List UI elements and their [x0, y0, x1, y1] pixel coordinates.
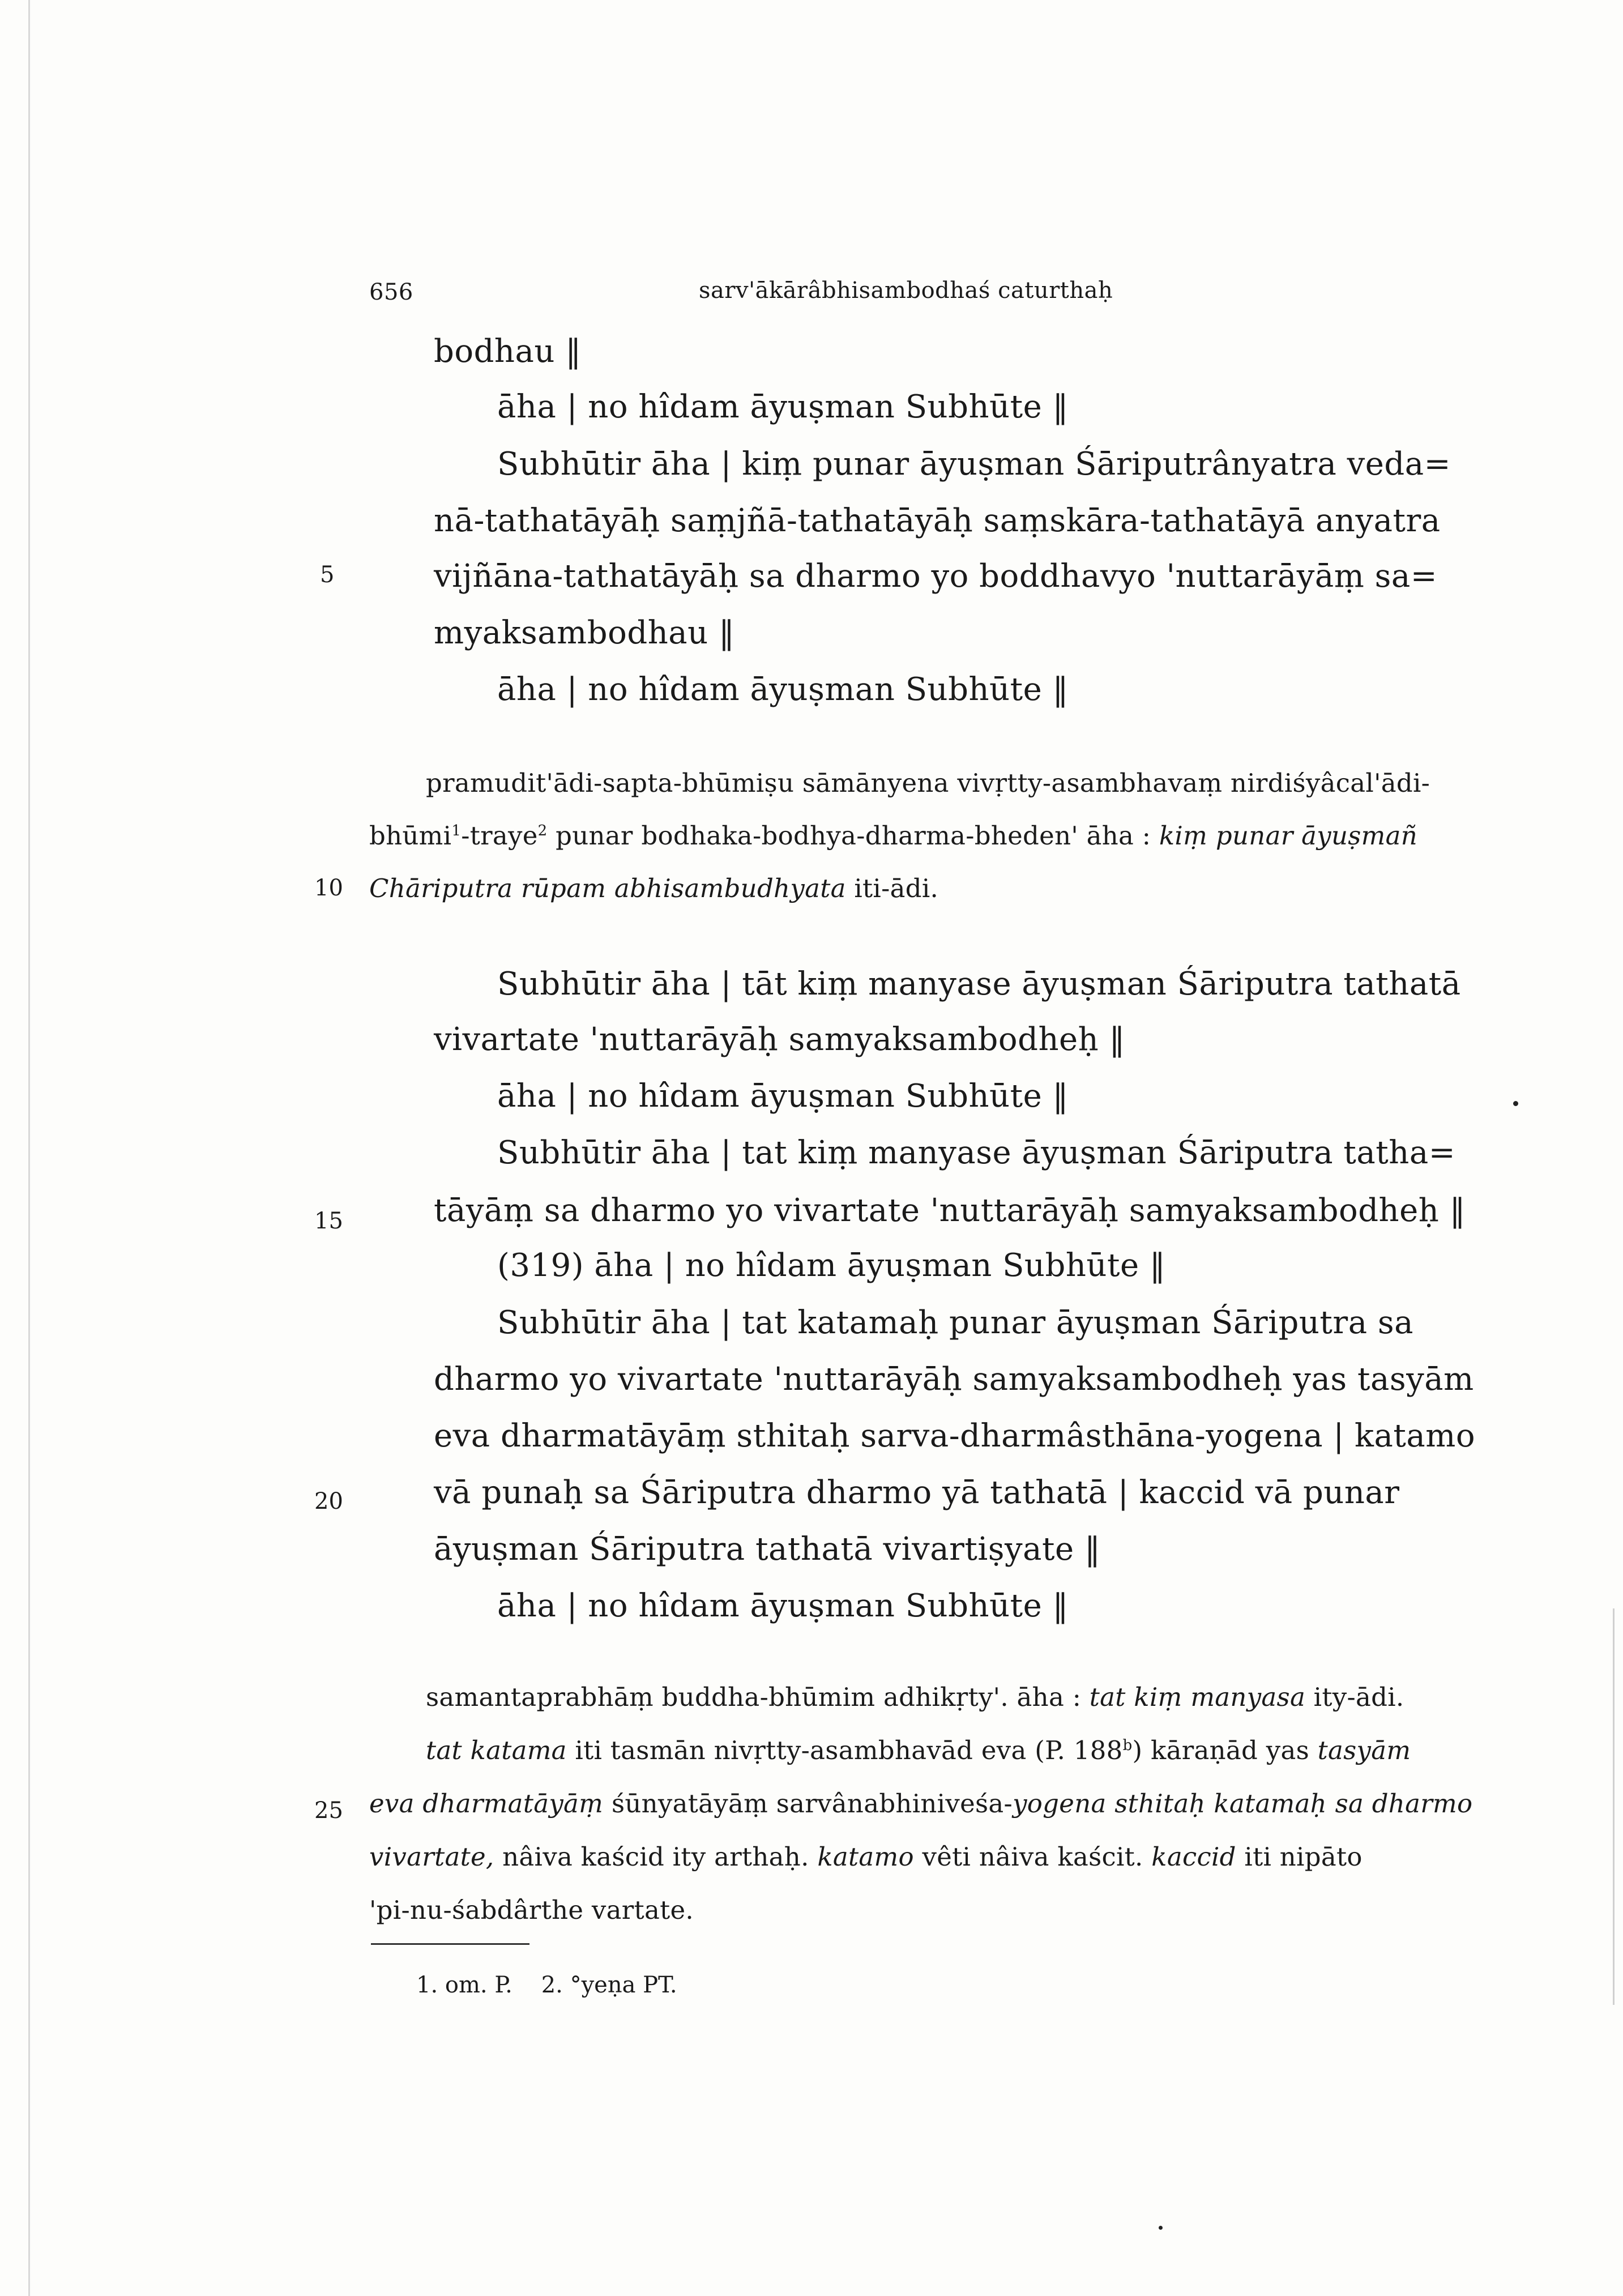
line-number-15: 15 [314, 1208, 343, 1234]
page-number: 656 [369, 279, 413, 305]
text-line: Subhūtir āha | kiṃ punar āyuṣman Śāriputrânyatra veda= [497, 446, 1451, 483]
text-line: myaksambodhau ‖ [434, 614, 735, 651]
text-line: nā-tathatāyāḥ saṃjñā-tathatāyāḥ saṃskāra-tathatāyā anyatra [434, 502, 1441, 539]
commentary-line: vivartate, nâiva kaścid ity arthaḥ. katamo vêti nâiva kaścit. kaccid iti nipāto [369, 1842, 1363, 1872]
line-number-5: 5 [320, 562, 335, 588]
scan-speck [1159, 2226, 1163, 2230]
line-number-20: 20 [314, 1488, 343, 1514]
text-line: vivartate 'nuttarāyāḥ samyaksambodheḥ ‖ [434, 1021, 1126, 1058]
line-number-10: 10 [314, 875, 343, 901]
commentary-line: bhūmi$^1$-traye$^2$ punar bodhaka-bodhya-dharma-bheden' āha : kiṃ punar āyuṣmañ [369, 821, 1418, 851]
commentary-line: tat katama iti tasmān nivṛtty-asambhavād eva (P. 188$^b$) kāraṇād yas tasyām [426, 1735, 1411, 1765]
text-line: āha | no hîdam āyuṣman Subhūte ‖ [497, 1587, 1069, 1624]
text-line: Subhūtir āha | tat katamaḥ punar āyuṣman Śāriputra sa [497, 1304, 1414, 1341]
text-line: dharmo yo vivartate 'nuttarāyāḥ samyaksambodheḥ yas tasyām [434, 1361, 1474, 1398]
text-line: āha | no hîdam āyuṣman Subhūte ‖ [497, 389, 1069, 425]
text-line: vijñāna-tathatāyāḥ sa dharmo yo boddhavyo 'nuttarāyāṃ sa= [434, 558, 1438, 595]
line-number-25: 25 [314, 1798, 343, 1824]
commentary-line: samantaprabhāṃ buddha-bhūmim adhikṛty'. āha : tat kiṃ manyasa ity-ādi. [426, 1682, 1404, 1712]
text-line: Subhūtir āha | tāt kiṃ manyase āyuṣman Śāriputra tathatā [497, 966, 1461, 1002]
commentary-line: eva dharmatāyāṃ śūnyatāyāṃ sarvânabhiniveśa-yogena sthitaḥ katamaḥ sa dharmo [369, 1789, 1473, 1819]
text-line: vā punaḥ sa Śāriputra dharmo yā tathatā | kaccid vā punar [434, 1474, 1400, 1511]
text-line: āha | no hîdam āyuṣman Subhūte ‖ [497, 1078, 1069, 1115]
commentary-line: Chāriputra rūpam abhisambudhyata iti-ādi. [369, 873, 939, 903]
text-line: bodhau ‖ [434, 333, 582, 370]
text-line: āyuṣman Śāriputra tathatā vivartiṣyate ‖ [434, 1531, 1101, 1568]
text-line: (319) āha | no hîdam āyuṣman Subhūte ‖ [497, 1247, 1166, 1284]
text-line: tāyāṃ sa dharmo yo vivartate 'nuttarāyāḥ samyaksambodheḥ ‖ [434, 1192, 1466, 1229]
footnotes: 1. om. P. 2. °yeṇa PT. [416, 1972, 677, 1998]
text-line: eva dharmatāyāṃ sthitaḥ sarva-dharmâsthāna-yogena | katamo [434, 1418, 1476, 1454]
commentary-line: 'pi-nu-śabdârthe vartate. [369, 1895, 694, 1925]
commentary-line: pramudit'ādi-sapta-bhūmiṣu sāmānyena vivṛtty-asambhavaṃ nirdiśyâcal'ādi- [426, 768, 1430, 798]
scan-edge-left [28, 0, 30, 2296]
scan-speck [1513, 1101, 1518, 1106]
footnote-rule [371, 1943, 529, 1945]
text-line: āha | no hîdam āyuṣman Subhūte ‖ [497, 671, 1069, 708]
running-title: sarv'ākārâbhisambodhaś caturthaḥ [699, 278, 1113, 304]
scan-edge-right [1613, 1608, 1615, 2005]
text-line: Subhūtir āha | tat kiṃ manyase āyuṣman Śāriputra tatha= [497, 1134, 1456, 1171]
